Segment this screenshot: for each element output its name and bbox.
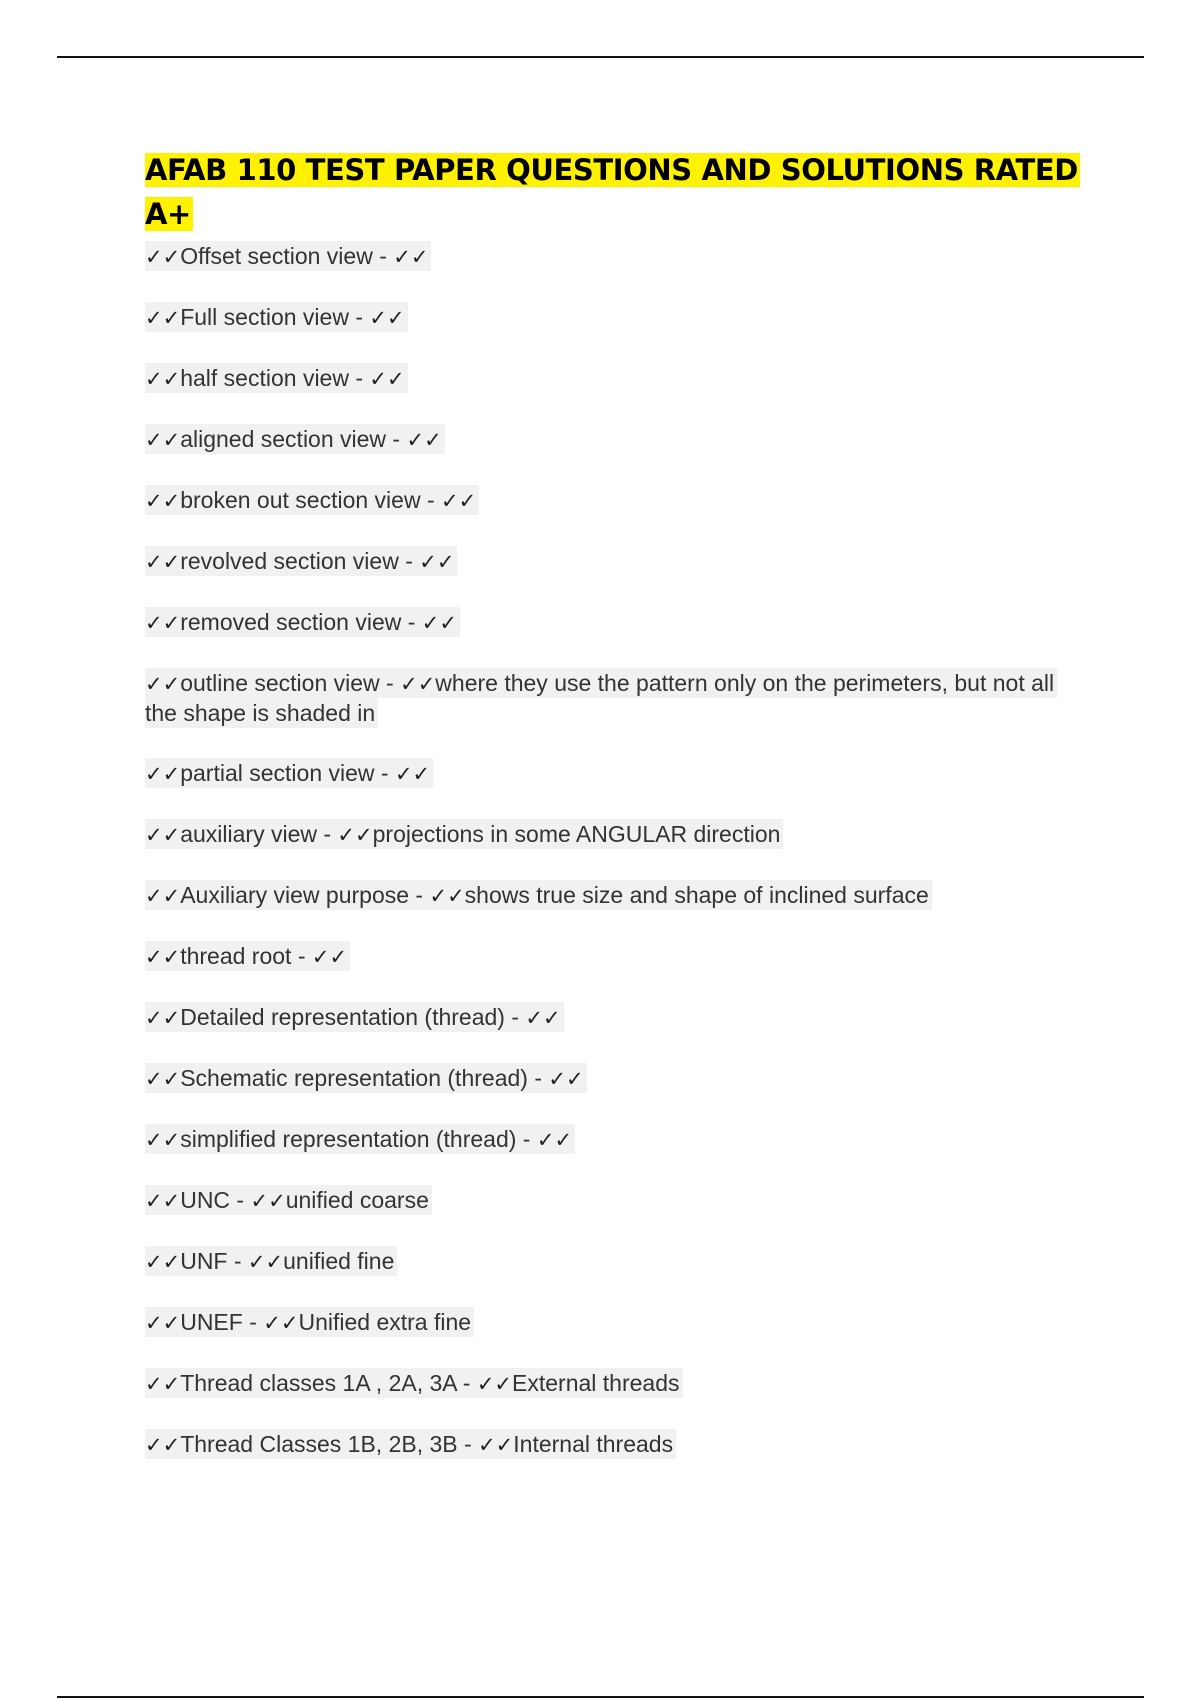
list-item bbox=[145, 1125, 1085, 1155]
check-mark-icon: ✓✓ bbox=[250, 1189, 286, 1213]
list-item bbox=[145, 1003, 1085, 1033]
check-mark-icon: ✓✓ bbox=[145, 1128, 181, 1152]
check-mark-icon: ✓✓ bbox=[525, 1006, 561, 1030]
check-mark-icon: ✓✓ bbox=[145, 611, 181, 635]
qa-text bbox=[145, 758, 433, 788]
question-text: Detailed representation (thread) - bbox=[180, 1004, 526, 1030]
qa-text bbox=[145, 546, 457, 576]
list-item bbox=[145, 1308, 1085, 1338]
qa-text bbox=[145, 241, 431, 271]
list-item bbox=[145, 1430, 1085, 1460]
qa-text bbox=[145, 302, 408, 332]
check-mark-icon: ✓✓ bbox=[145, 550, 181, 574]
list-item bbox=[145, 242, 1085, 272]
list-item bbox=[145, 942, 1085, 972]
question-text: revolved section view - bbox=[180, 548, 420, 574]
list-item bbox=[145, 1369, 1085, 1399]
check-mark-icon: ✓✓ bbox=[145, 306, 181, 330]
document-title bbox=[145, 148, 1085, 236]
check-mark-icon: ✓✓ bbox=[145, 1067, 181, 1091]
check-mark-icon: ✓✓ bbox=[311, 945, 348, 969]
qa-text bbox=[145, 607, 460, 637]
answer-text: where they use the pattern only on the perimeters, but not all the shape is shaded in bbox=[145, 670, 1055, 726]
list-item bbox=[145, 425, 1085, 455]
footer-rule bbox=[57, 1696, 1144, 1698]
check-mark-icon: ✓✓ bbox=[429, 884, 465, 908]
list-item bbox=[145, 547, 1085, 577]
answer-text: unified coarse bbox=[285, 1187, 429, 1213]
qa-text bbox=[145, 819, 783, 849]
header-rule bbox=[57, 56, 1144, 58]
question-text: Thread Classes 1B, 2B, 3B - bbox=[180, 1431, 479, 1457]
check-mark-icon: ✓✓ bbox=[337, 823, 373, 847]
answer-text: Internal threads bbox=[513, 1431, 674, 1457]
check-mark-icon: ✓✓ bbox=[145, 1189, 181, 1213]
check-mark-icon: ✓✓ bbox=[145, 823, 181, 847]
check-mark-icon: ✓✓ bbox=[548, 1067, 584, 1091]
list-item bbox=[145, 669, 1085, 728]
check-mark-icon: ✓✓ bbox=[145, 884, 181, 908]
qa-text bbox=[145, 1124, 575, 1154]
check-mark-icon: ✓✓ bbox=[145, 245, 181, 269]
check-mark-icon: ✓✓ bbox=[145, 762, 181, 786]
question-text: partial section view - bbox=[180, 760, 395, 786]
question-text: aligned section view - bbox=[180, 426, 407, 452]
check-mark-icon: ✓✓ bbox=[145, 672, 181, 696]
check-mark-icon: ✓✓ bbox=[419, 550, 455, 574]
question-text: removed section view - bbox=[180, 609, 422, 635]
check-mark-icon: ✓✓ bbox=[145, 489, 181, 513]
list-item bbox=[145, 881, 1085, 911]
qa-text bbox=[145, 1429, 676, 1459]
question-text: Schematic representation (thread) - bbox=[180, 1065, 549, 1091]
qa-list bbox=[145, 242, 1085, 1460]
check-mark-icon: ✓✓ bbox=[145, 1006, 181, 1030]
question-text: auxiliary view - bbox=[180, 821, 338, 847]
document-body bbox=[145, 148, 1085, 1491]
list-item bbox=[145, 1247, 1085, 1277]
answer-text: External threads bbox=[512, 1370, 680, 1396]
qa-text bbox=[145, 668, 1057, 728]
check-mark-icon: ✓✓ bbox=[369, 367, 405, 391]
answer-text: shows true size and shape of inclined surface bbox=[464, 882, 929, 908]
list-item bbox=[145, 1064, 1085, 1094]
qa-text bbox=[145, 1246, 397, 1276]
qa-text bbox=[145, 424, 445, 454]
check-mark-icon: ✓✓ bbox=[369, 306, 405, 330]
check-mark-icon: ✓✓ bbox=[400, 672, 436, 696]
qa-text bbox=[145, 485, 479, 515]
list-item bbox=[145, 1186, 1085, 1216]
check-mark-icon: ✓✓ bbox=[536, 1128, 573, 1152]
check-mark-icon: ✓✓ bbox=[247, 1250, 284, 1274]
qa-text bbox=[145, 1002, 564, 1032]
check-mark-icon: ✓✓ bbox=[478, 1433, 514, 1457]
qa-text bbox=[145, 1307, 474, 1337]
check-mark-icon: ✓✓ bbox=[263, 1311, 299, 1335]
question-text: UNC - bbox=[180, 1187, 251, 1213]
question-text: simplified representation (thread) - bbox=[180, 1126, 537, 1152]
list-item bbox=[145, 608, 1085, 638]
check-mark-icon: ✓✓ bbox=[421, 611, 457, 635]
list-item bbox=[145, 303, 1085, 333]
qa-text bbox=[145, 1063, 587, 1093]
answer-text: unified fine bbox=[283, 1248, 395, 1274]
qa-text bbox=[145, 363, 408, 393]
question-text: thread root - bbox=[180, 943, 312, 969]
qa-text bbox=[145, 1185, 432, 1215]
check-mark-icon: ✓✓ bbox=[145, 1433, 181, 1457]
question-text: UNF - bbox=[180, 1248, 248, 1274]
list-item bbox=[145, 820, 1085, 850]
check-mark-icon: ✓✓ bbox=[145, 1250, 181, 1274]
qa-text bbox=[145, 1368, 683, 1398]
qa-text bbox=[145, 880, 932, 910]
check-mark-icon: ✓✓ bbox=[406, 428, 442, 452]
answer-text: Unified extra fine bbox=[298, 1309, 472, 1335]
question-text: UNEF - bbox=[180, 1309, 264, 1335]
check-mark-icon: ✓✓ bbox=[145, 945, 181, 969]
check-mark-icon: ✓✓ bbox=[145, 428, 181, 452]
list-item bbox=[145, 364, 1085, 394]
question-text: Full section view - bbox=[180, 304, 370, 330]
check-mark-icon: ✓✓ bbox=[441, 489, 477, 513]
question-text: outline section view - bbox=[180, 670, 401, 696]
check-mark-icon: ✓✓ bbox=[393, 245, 429, 269]
answer-text: projections in some ANGULAR direction bbox=[372, 821, 781, 847]
question-text: broken out section view - bbox=[180, 487, 441, 513]
list-item bbox=[145, 486, 1085, 516]
check-mark-icon: ✓✓ bbox=[145, 1372, 181, 1396]
question-text: Auxiliary view purpose - bbox=[180, 882, 430, 908]
check-mark-icon: ✓✓ bbox=[145, 1311, 181, 1335]
qa-text bbox=[145, 941, 350, 971]
check-mark-icon: ✓✓ bbox=[476, 1372, 513, 1396]
check-mark-icon: ✓✓ bbox=[145, 367, 181, 391]
question-text: Offset section view - bbox=[180, 243, 394, 269]
question-text: half section view - bbox=[180, 365, 370, 391]
question-text: Thread classes 1A , 2A, 3A - bbox=[180, 1370, 477, 1396]
title-text: AFAB 110 TEST PAPER QUESTIONS AND SOLUTIONS RATED A+ bbox=[145, 153, 1078, 231]
list-item bbox=[145, 759, 1085, 789]
check-mark-icon: ✓✓ bbox=[394, 762, 431, 786]
